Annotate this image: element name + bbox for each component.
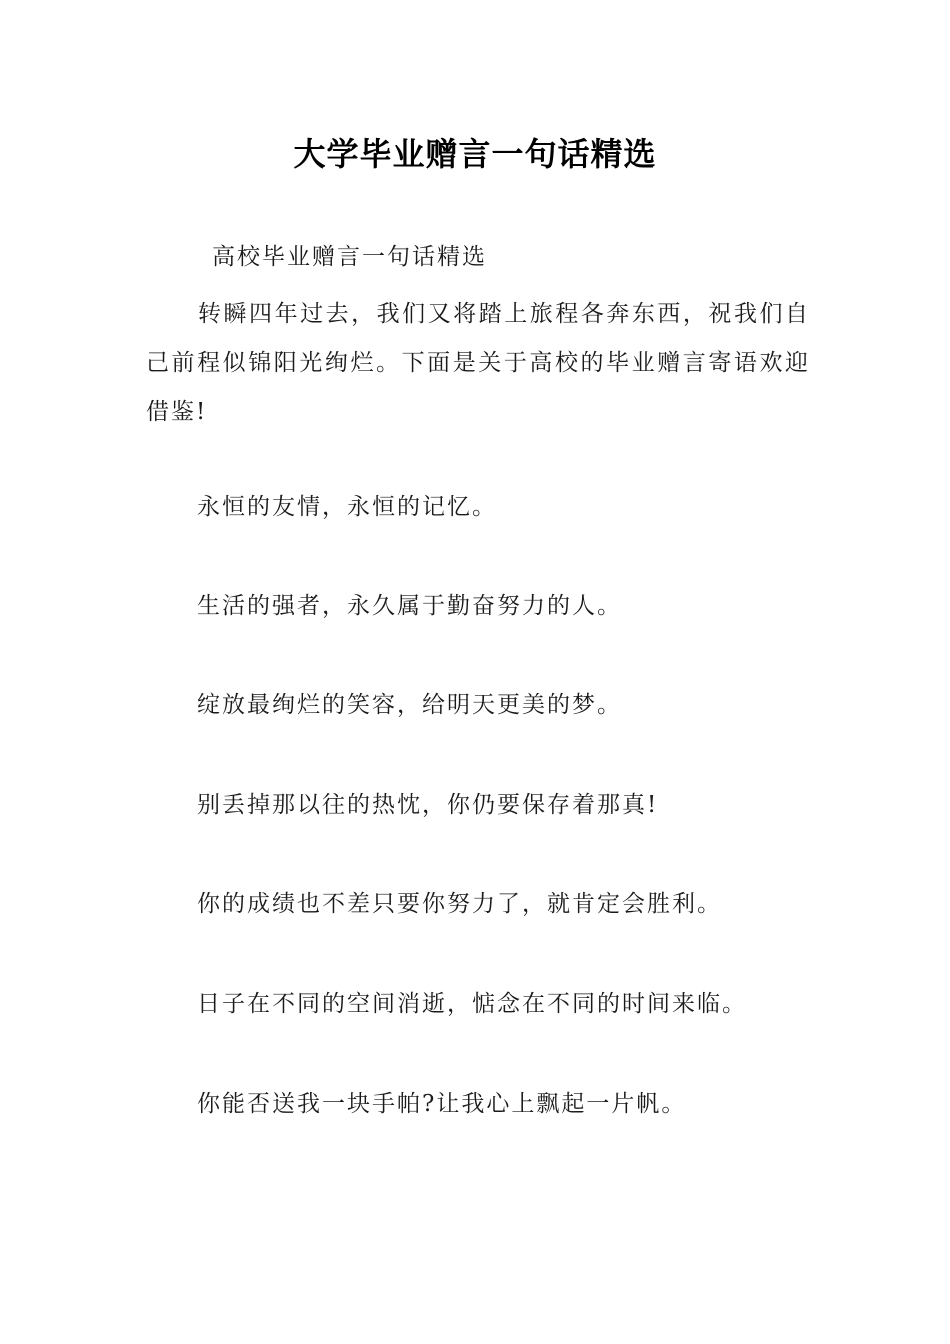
intro-paragraph: 转瞬四年过去，我们又将踏上旅程各奔东西，祝我们自己前程似锦阳光绚烂。下面是关于高校的毕业赠言寄语欢迎借鉴! [146, 301, 810, 425]
quote-item: 生活的强者，永久属于勤奋努力的人。 [197, 593, 622, 619]
quote-item: 你能否送我一块手帕?让我心上飘起一片帆。 [197, 1091, 687, 1117]
quote-item: 日子在不同的空间消逝，惦念在不同的时间来临。 [197, 991, 747, 1017]
quote-item: 你的成绩也不差只要你努力了，就肯定会胜利。 [197, 891, 722, 917]
document-subtitle: 高校毕业赠言一句话精选 [212, 244, 487, 270]
quote-item: 永恒的友情，永恒的记忆。 [197, 494, 497, 520]
quote-item: 绽放最绚烂的笑容，给明天更美的梦。 [197, 692, 622, 718]
document-title: 大学毕业赠言一句话精选 [293, 135, 657, 173]
quote-item: 别丢掉那以往的热忱，你仍要保存着那真! [197, 792, 659, 818]
